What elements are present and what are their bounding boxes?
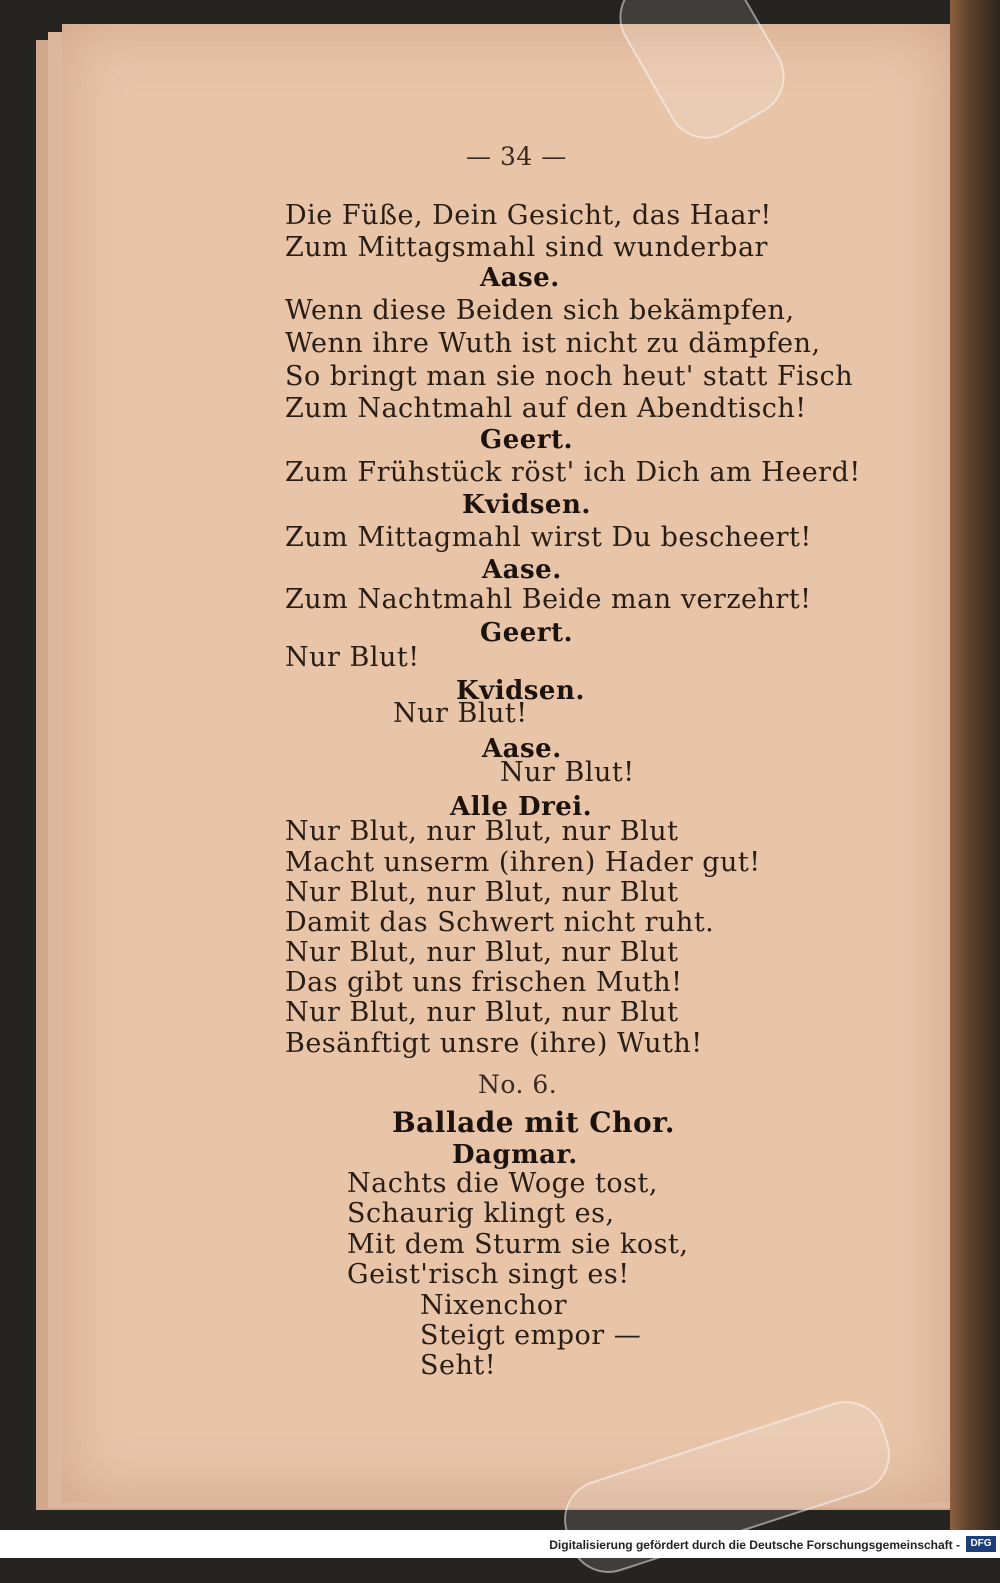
speaker-heading: Dagmar. — [452, 1140, 578, 1170]
speaker-heading: Kvidsen. — [456, 676, 585, 706]
text-line: Wenn ihre Wuth ist nicht zu dämpfen, — [285, 328, 821, 359]
text-line: Nur Blut! — [393, 698, 528, 729]
dfg-logo: DFG — [966, 1536, 996, 1552]
text-line: Steigt empor — — [420, 1320, 642, 1351]
text-line: Seht! — [420, 1350, 497, 1381]
text-line: Wenn diese Beiden sich bekämpfen, — [285, 295, 795, 326]
text-line: Das gibt uns frischen Muth! — [285, 967, 683, 998]
text-line: Geist'risch singt es! — [347, 1259, 630, 1290]
speaker-heading: Aase. — [482, 555, 562, 585]
number-heading: No. 6. — [478, 1070, 558, 1099]
page-number: — 34 — — [466, 142, 567, 171]
speaker-heading: Geert. — [480, 618, 574, 648]
text-line: Zum Frühstück röst' ich Dich am Heerd! — [285, 457, 861, 488]
text-line: Nur Blut, nur Blut, nur Blut — [285, 816, 679, 847]
text-line: Nur Blut! — [285, 642, 420, 673]
text-line: Zum Mittagmahl wirst Du bescheert! — [285, 522, 812, 553]
book-binding — [950, 0, 1000, 1530]
text-line: Nur Blut, nur Blut, nur Blut — [285, 877, 679, 908]
footer-credit: Digitalisierung gefördert durch die Deutsche Forschungsgemeinschaft - — [549, 1538, 960, 1552]
section-title: Ballade mit Chor. — [392, 1106, 676, 1139]
footer-bar — [0, 1530, 1000, 1558]
text-line: Schaurig klingt es, — [347, 1198, 615, 1229]
speaker-heading: Aase. — [480, 263, 560, 293]
speaker-heading: Kvidsen. — [462, 490, 591, 520]
text-line: Besänftigt unsre (ihre) Wuth! — [285, 1028, 703, 1059]
text-line: Zum Nachtmahl Beide man verzehrt! — [285, 584, 812, 615]
text-line: Nachts die Woge tost, — [347, 1168, 658, 1199]
text-line: Nur Blut, nur Blut, nur Blut — [285, 937, 679, 968]
speaker-heading: Geert. — [480, 425, 574, 455]
text-line: Mit dem Sturm sie kost, — [347, 1229, 689, 1260]
text-line: Nur Blut! — [500, 757, 635, 788]
text-line: So bringt man sie noch heut' statt Fisch — [285, 361, 854, 392]
text-line: Nur Blut, nur Blut, nur Blut — [285, 997, 679, 1028]
speaker-heading: Alle Drei. — [450, 792, 593, 822]
text-line: Die Füße, Dein Gesicht, das Haar! — [285, 200, 772, 231]
text-line: Nixenchor — [420, 1290, 568, 1321]
text-line: Macht unserm (ihren) Hader gut! — [285, 847, 761, 878]
text-line: Damit das Schwert nicht ruht. — [285, 907, 715, 938]
speaker-heading: Aase. — [482, 734, 562, 764]
text-line: Zum Nachtmahl auf den Abendtisch! — [285, 393, 807, 424]
text-line: Zum Mittagsmahl sind wunderbar — [285, 232, 768, 263]
